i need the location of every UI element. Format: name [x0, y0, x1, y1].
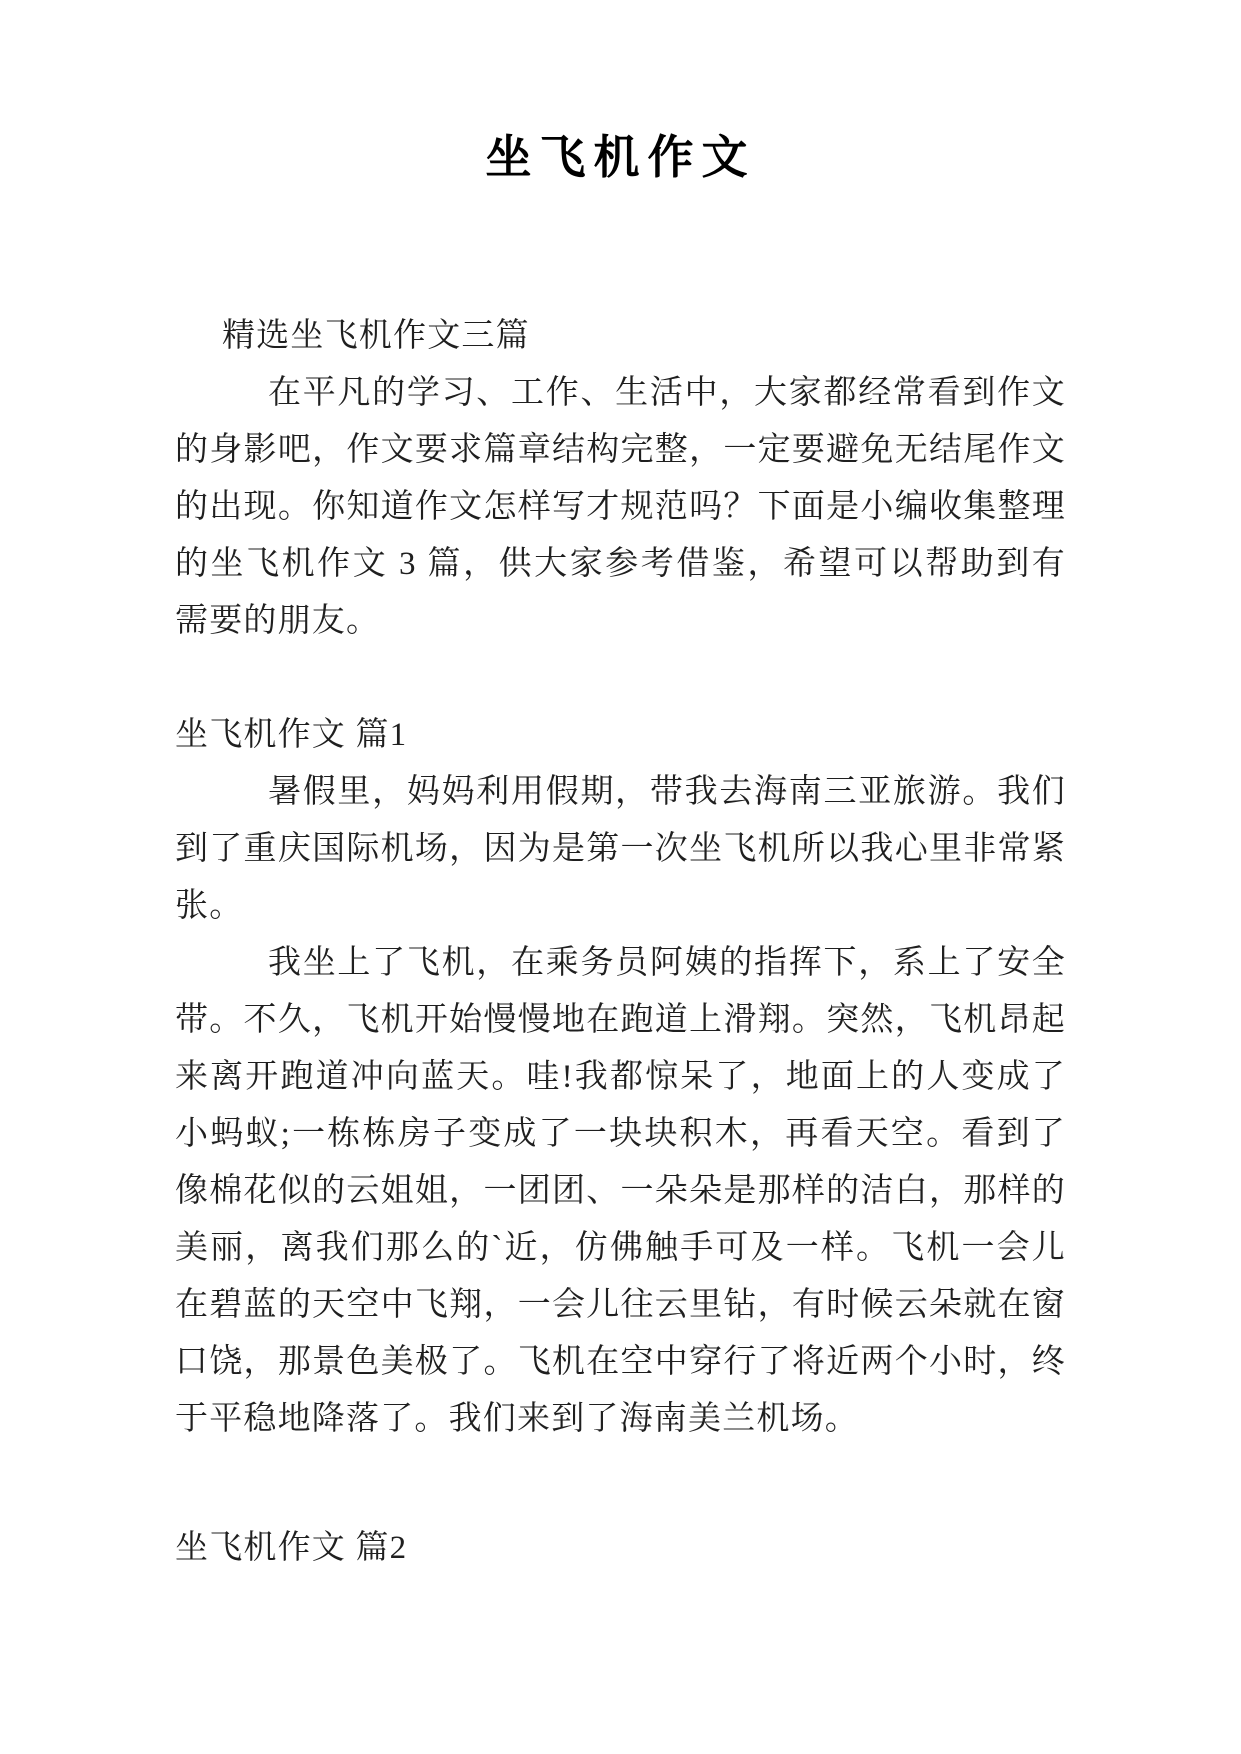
intro-label: 精选坐飞机作文三篇 — [222, 318, 530, 354]
section-1-paragraph-1: 暑假里，妈妈利用假期，带我去海南三亚旅游。我们到了重庆国际机场，因为是第一次坐飞机所以我心里非常紧张。 — [175, 774, 1066, 924]
section-1-paragraph-2: 我坐上了飞机，在乘务员阿姨的指挥下，系上了安全带。不久，飞机开始慢慢地在跑道上滑翔。突然，飞机昂起来离开跑道冲向蓝天。哇!我都惊呆了，地面上的人变成了小蚂蚁;一栋栋房子变成了一块块积木，再看天空。看到了像棉花似的云姐姐，一团团、一朵朵是那样的洁白，那样的美丽，离我们那么的`近，仿佛触手可及一样。飞机一会儿在碧蓝的天空中飞翔，一会儿往云里钻，有时候云朵就在窗口饶，那景色美极了。飞机在空中穿行了将近两个小时，终于平稳地降落了。我们来到了海南美兰机场。 — [175, 945, 1066, 1437]
document-body — [0, 308, 1241, 1577]
section-2-heading: 坐飞机作文 篇2 — [175, 1530, 408, 1566]
document-title: 坐飞机作文 — [485, 132, 756, 183]
section-1-heading: 坐飞机作文 篇1 — [175, 717, 408, 753]
intro-paragraph: 在平凡的学习、工作、生活中，大家都经常看到作文的身影吧，作文要求篇章结构完整，一定要避免无结尾作文的出现。你知道作文怎样写才规范吗？下面是小编收集整理的坐飞机作文 3 篇，供大家参考借鉴，希望可以帮助到有需要的朋友。 — [175, 375, 1066, 639]
